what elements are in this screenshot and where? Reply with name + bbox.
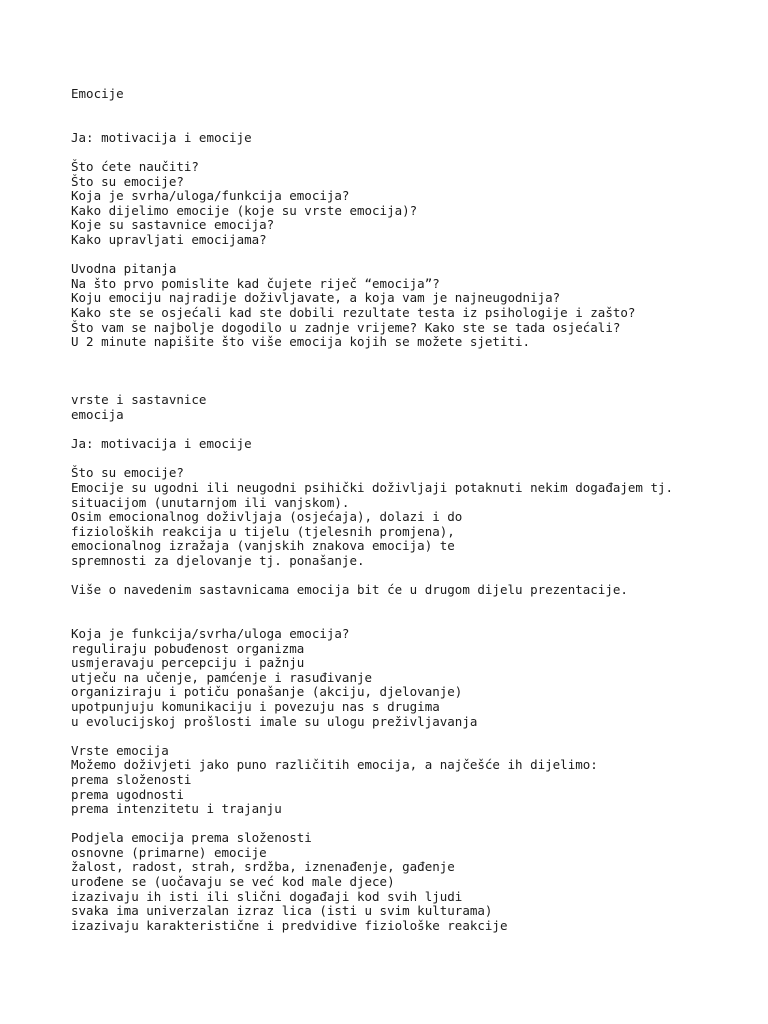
paragraph-line: fizioloških reakcija u tijelu (tjelesnih promjena), (71, 523, 455, 539)
list-item: organiziraju i potiču ponašanje (akciju, djelovanje) (71, 684, 463, 700)
emotion-functions (71, 627, 751, 729)
list-item: izazivaju ih isti ili slični događaji kod svih ljudi (71, 888, 463, 904)
paragraph-line: Više o navedenim sastavnicama emocija bit će u drugom dijelu prezentacije. (71, 582, 628, 598)
list-item: usmjeravaju percepciju i pažnju (71, 655, 305, 671)
question-line: Kako upravljati emocijama? (71, 231, 267, 247)
question-line: Koja je svrha/uloga/funkcija emocija? (71, 188, 350, 204)
complexity-division (71, 831, 751, 933)
list-item: upotpunjuju komunikaciju i povezuju nas s drugima (71, 698, 440, 714)
paragraph-line: situacijom (unutarnjom ili vanjskom). (71, 494, 350, 510)
paragraph-line: emocionalnog izražaja (vanjskih znakova emocija) te (71, 538, 455, 554)
intro-heading: Uvodna pitanja (71, 261, 177, 277)
question-line: Što ćete naučiti? (71, 158, 199, 174)
paragraph-heading: Koja je funkcija/svrha/uloga emocija? (71, 625, 350, 641)
list-item: prema složenosti (71, 771, 192, 787)
paragraph-heading: Vrste emocija (71, 742, 169, 758)
list-item: reguliraju pobuđenost organizma (71, 640, 305, 656)
list-item: prema ugodnosti (71, 786, 184, 802)
paragraph-heading: Podjela emocija prema složenosti (71, 830, 312, 846)
paragraph-line: Možemo doživjeti jako puno različitih emocija, a najčešće ih dijelimo: (71, 757, 598, 773)
list-item: urođene se (uočavaju se već kod male djece) (71, 874, 395, 890)
what-are-emotions (71, 466, 751, 568)
list-item: izazivaju karakteristične i predvidive fiziološke reakcije (71, 917, 508, 933)
list-item: prema intenzitetu i trajanju (71, 801, 282, 817)
section-heading: emocija (71, 407, 124, 423)
list-item: svaka ima univerzalan izraz lica (isti u svim kulturama) (71, 903, 493, 919)
document-title: Emocije (71, 86, 124, 101)
paragraph-line: spremnosti za djelovanje tj. ponašanje. (71, 553, 365, 569)
learning-questions (71, 160, 751, 248)
section-subheading: Ja: motivacija i emocije (71, 436, 252, 452)
paragraph-heading: Što su emocije? (71, 465, 184, 481)
section-heading: vrste i sastavnice (71, 392, 207, 408)
list-item: osnovne (primarne) emocije (71, 844, 267, 860)
emotion-types (71, 744, 751, 817)
intro-questions (71, 262, 751, 350)
question-line: Kako dijelimo emocije (koje su vrste emocija)? (71, 202, 418, 218)
question-line: Koje su sastavnice emocija? (71, 217, 275, 233)
intro-line: Kako ste se osjećali kad ste dobili rezultate testa iz psihologije i zašto? (71, 304, 636, 320)
document-body (71, 87, 751, 933)
paragraph-line: Emocije su ugodni ili neugodni psihički doživljaji potaknuti nekim događajem tj. (71, 480, 674, 496)
list-item: žalost, radost, strah, srdžba, iznenađenje, gađenje (71, 859, 455, 875)
question-line: Što su emocije? (71, 173, 184, 189)
section-heading: Ja: motivacija i emocije (71, 129, 252, 145)
intro-line: Što vam se najbolje dogodilo u zadnje vrijeme? Kako ste se tada osjećali? (71, 319, 621, 335)
intro-line: U 2 minute napišite što više emocija kojih se možete sjetiti. (71, 334, 531, 350)
intro-line: Na što prvo pomislite kad čujete riječ “emocija”? (71, 275, 440, 291)
list-item: utječu na učenje, pamćenje i rasuđivanje (71, 669, 373, 685)
intro-line: Koju emociju najradije doživljavate, a koja vam je najneugodnija? (71, 290, 561, 306)
list-item: u evolucijskoj prošlosti imale su ulogu preživljavanja (71, 713, 478, 729)
paragraph-line: Osim emocionalnog doživljaja (osjećaja), dolazi i do (71, 509, 463, 525)
